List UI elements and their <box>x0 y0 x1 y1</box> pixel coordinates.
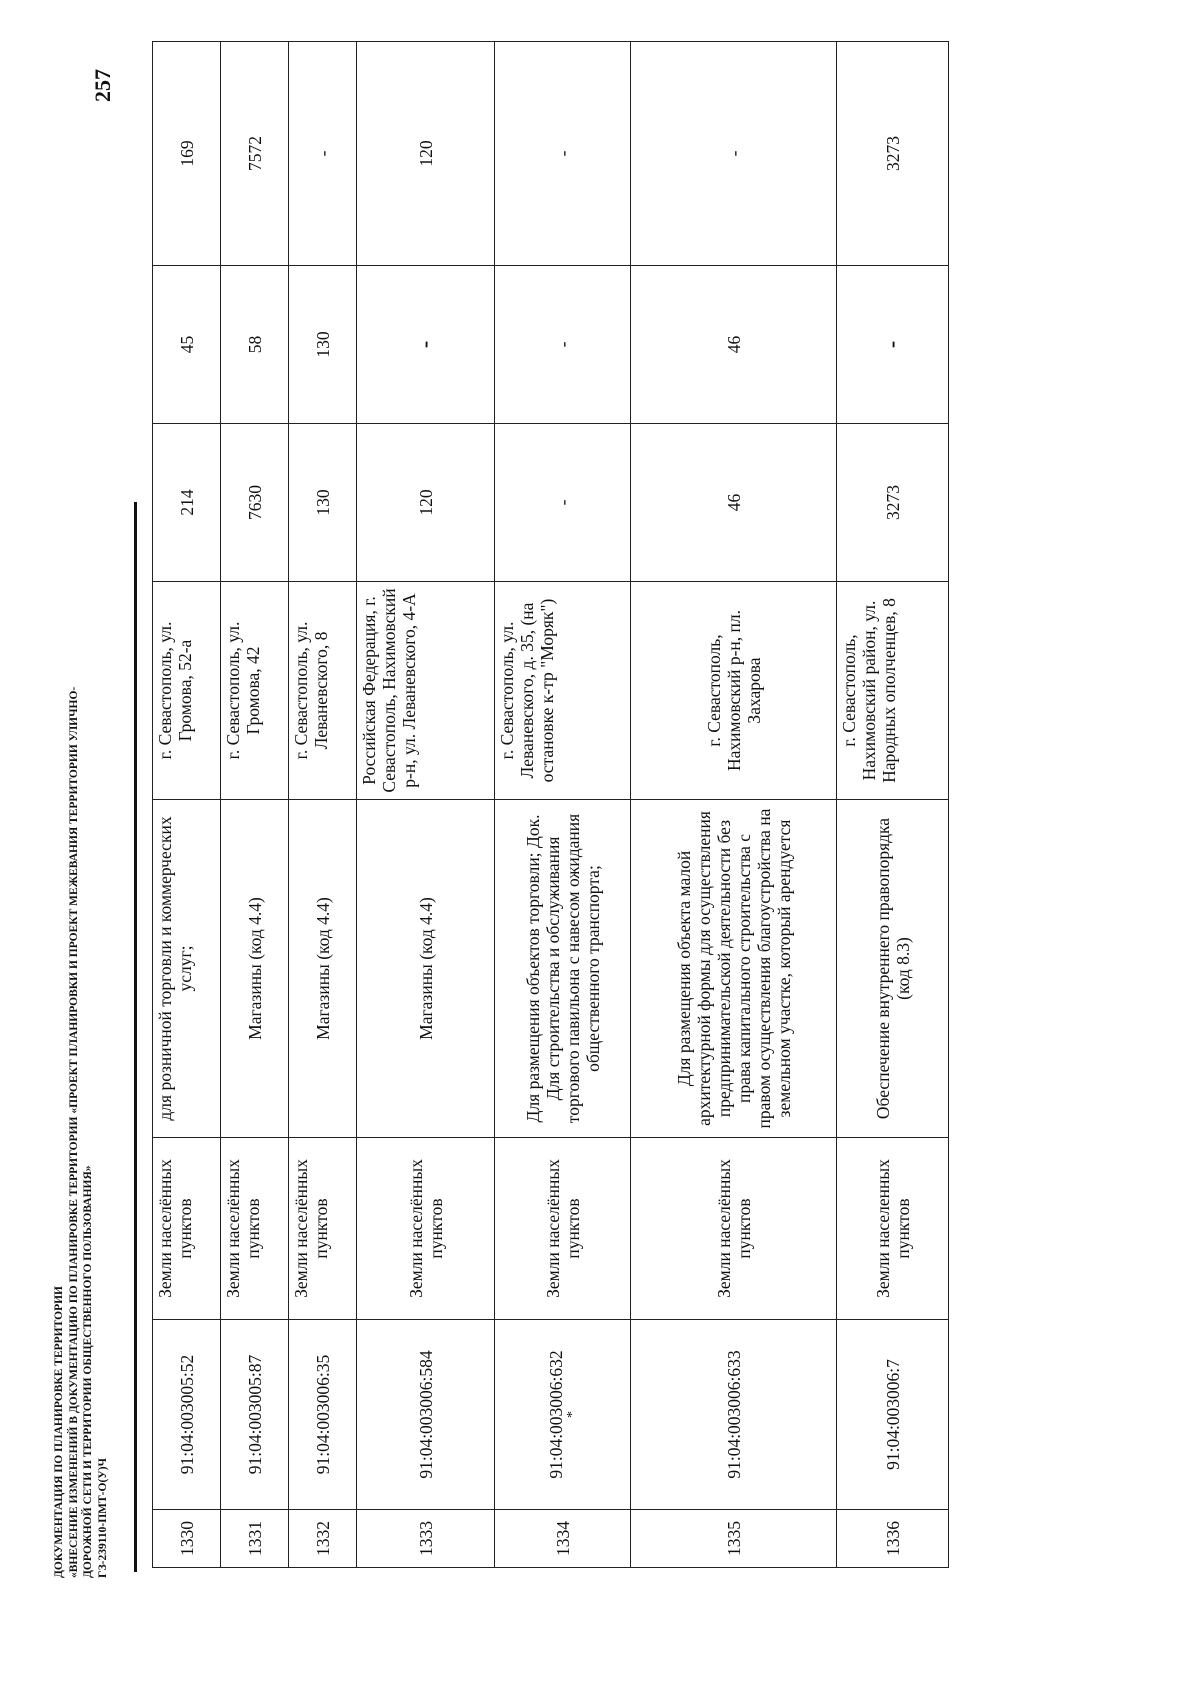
row-number: 1333 <box>357 1510 495 1568</box>
address: г. Севастополь, Нахимовский р-н, пл. Захарова <box>631 582 837 800</box>
table-row <box>631 42 837 1568</box>
row-number: 1335 <box>631 1510 837 1568</box>
area-remaining: - <box>631 42 837 266</box>
cadastral-number: 91:04:003005:87 <box>221 1320 289 1510</box>
table-row <box>495 42 631 1568</box>
area-total: 120 <box>357 424 495 582</box>
area-total: 46 <box>631 424 837 582</box>
area-part: - <box>495 266 631 424</box>
cadastral-number: 91:04:003006:7 <box>837 1320 949 1510</box>
table-row <box>221 42 289 1568</box>
row-number: 1330 <box>153 1510 221 1568</box>
area-total: 214 <box>153 424 221 582</box>
area-total: 7630 <box>221 424 289 582</box>
area-remaining: - <box>289 42 357 266</box>
page-number: 257 <box>90 69 115 102</box>
table-row <box>357 42 495 1568</box>
address: Российская Федерация, г. Севастополь, Нахимовский р-н, ул. Леваневского, 4-А <box>357 582 495 800</box>
address: г. Севастополь, ул. Леваневского, 8 <box>289 582 357 800</box>
land-category: Земли населённых пунктов <box>495 1138 631 1320</box>
area-part: 58 <box>221 266 289 424</box>
address: г. Севастополь, ул. Громова, 42 <box>221 582 289 800</box>
area-total: 130 <box>289 424 357 582</box>
header-line: «ВНЕСЕНИЕ ИЗМЕНЕНИЙ В ДОКУМЕНТАЦИЮ ПО ПЛАНИРОВКЕ ТЕРРИТОРИИ «ПРОЕКТ ПЛАНИРОВКИ И ПРОЕКТ МЕЖЕВАНИЯ ТЕРРИТОРИИ УЛИЧНО- <box>67 686 80 1578</box>
table-row <box>289 42 357 1568</box>
cadastral-number: 91:04:003006:35 <box>289 1320 357 1510</box>
area-part-value: - <box>412 340 437 349</box>
row-number: 1336 <box>837 1510 949 1568</box>
area-remaining: - <box>495 42 631 266</box>
permitted-use: Магазины (код 4.4) <box>289 800 357 1138</box>
header-line: ДОРОЖНОЙ СЕТИ И ТЕРРИТОРИИ ОБЩЕСТВЕННОГО ПОЛЬЗОВАНИЯ» <box>82 1165 94 1578</box>
document-header <box>52 686 110 1578</box>
cadastral-number <box>495 1320 631 1510</box>
land-category: Земли населённых пунктов <box>289 1138 357 1320</box>
land-category: Земли населённых пунктов <box>357 1138 495 1320</box>
area-part: 130 <box>289 266 357 424</box>
address: г. Севастополь, Нахимовский район, ул. Народных ополченцев, 8 <box>837 582 949 800</box>
area-remaining: 3273 <box>837 42 949 266</box>
land-category: Земли населённых пунктов <box>631 1138 837 1320</box>
cadastral-number: 91:04:003005:52 <box>153 1320 221 1510</box>
permitted-use: Магазины (код 4.4) <box>357 800 495 1138</box>
permitted-use: для розничной торговли и коммерческих услуг; <box>153 800 221 1138</box>
area-part <box>357 266 495 424</box>
address: г. Севастополь, ул. Леваневского, д. 35, (на остановке к-тр "Моряк") <box>495 582 631 800</box>
cadastral-number: 91:04:003006:584 <box>357 1320 495 1510</box>
row-number: 1331 <box>221 1510 289 1568</box>
permitted-use: Магазины (код 4.4) <box>221 800 289 1138</box>
land-category: Земли населённых пунктов <box>153 1138 221 1320</box>
area-part-value: - <box>879 340 904 349</box>
permitted-use: Для размещения объекта малой архитектурной формы для осуществления предпринимательской деятельности без права капитального строительства с правом осуществления благоустройства на земельном участке, который арендуется <box>631 800 837 1138</box>
address: г. Севастополь, ул. Громова, 52-а <box>153 582 221 800</box>
area-part: 45 <box>153 266 221 424</box>
row-number: 1334 <box>495 1510 631 1568</box>
cadastral-number: 91:04:003006:633 <box>631 1320 837 1510</box>
row-number: 1332 <box>289 1510 357 1568</box>
cadastral-number-value: 91:04:003006:632 <box>545 1350 566 1479</box>
land-plot-table <box>152 41 949 1568</box>
area-remaining: 120 <box>357 42 495 266</box>
area-total: - <box>495 424 631 582</box>
area-part: 46 <box>631 266 837 424</box>
area-remaining: 7572 <box>221 42 289 266</box>
land-category: Земли населенных пунктов <box>837 1138 949 1320</box>
header-line: ГЗ-239110-ПМТ-О(У)Ч <box>96 1458 109 1578</box>
header-line: ДОКУМЕНТАЦИЯ ПО ПЛАНИРОВКЕ ТЕРРИТОРИИ <box>53 1286 65 1578</box>
area-total: 3273 <box>837 424 949 582</box>
footnote-mark: * <box>564 1411 580 1418</box>
table-row <box>837 42 949 1568</box>
table-row <box>153 42 221 1568</box>
header-divider <box>134 502 137 1572</box>
area-remaining: 169 <box>153 42 221 266</box>
permitted-use: Для размещения объектов торговли; Док. Для строительства и обслуживания торгового павильона с навесом ожидания общественного транспорта; <box>495 800 631 1138</box>
area-part <box>837 266 949 424</box>
land-category: Земли населённых пунктов <box>221 1138 289 1320</box>
permitted-use: Обеспечение внутреннего правопорядка (код 8.3) <box>837 800 949 1138</box>
